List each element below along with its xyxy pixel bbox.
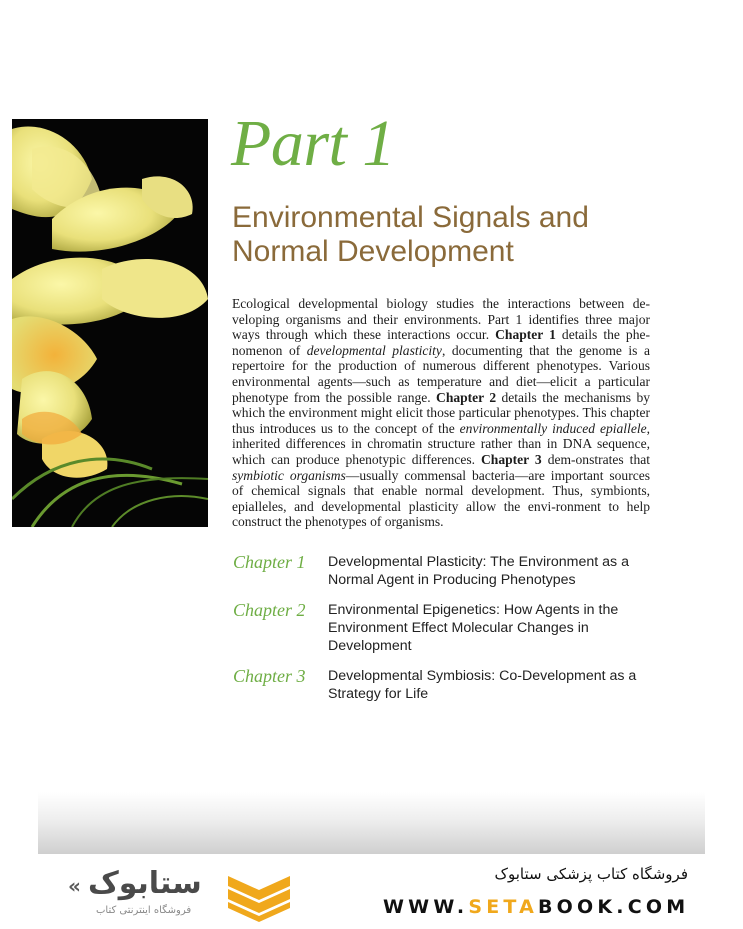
part-subtitle: Environmental Signals and Normal Development <box>232 201 589 268</box>
chapter-item[interactable] <box>233 667 663 703</box>
intro-text: dem-onstrates that <box>541 451 650 467</box>
chapter-item[interactable] <box>233 553 663 589</box>
part-title: Part 1 <box>231 107 395 180</box>
logo-arrows-icon: « <box>68 874 81 898</box>
flower-photo <box>12 119 208 527</box>
intro-text: Ecological developmental biology studies the interactions between de-veloping organisms and their environments. Part 1 identifies three major ways through which these interactions occur. <box>232 296 650 343</box>
chapter-title: Developmental Plasticity: The Environment as a Normal Agent in Producing Phenotypes <box>328 554 629 588</box>
chapter-label: Chapter 3 <box>233 666 306 686</box>
chapter-label: Chapter 1 <box>233 552 306 572</box>
chapter-item[interactable] <box>233 601 663 655</box>
chapter-title: Environmental Epigenetics: How Agents in the Environment Effect Molecular Changes in Development <box>328 602 619 654</box>
page-shadow <box>38 792 705 854</box>
intro-paragraph <box>232 296 650 530</box>
logo-wordmark: ستابوک <box>88 866 202 901</box>
setabook-logo-icon <box>228 876 290 926</box>
chapter-ref: Chapter 2 <box>436 389 497 405</box>
url-accent: SETA <box>468 896 538 918</box>
logo-tagline: فروشگاه اینترنتی کتاب <box>96 905 192 916</box>
url-suffix: BOOK.COM <box>538 896 690 918</box>
emphasis-term: symbiotic organisms <box>232 467 346 483</box>
store-name: فروشگاه کتاب پزشکی ستابوک <box>494 865 688 883</box>
intro-text: details the mechanisms by which the environment might elicit those particular phenotypes. This chapter thus introduces us to the concept of the <box>232 389 650 436</box>
intro-text: details the phe-nomenon of <box>232 327 650 358</box>
emphasis-term: developmental plasticity <box>306 342 442 358</box>
store-url[interactable] <box>383 896 689 918</box>
intro-text: , inherited differences in chromatin structure rather than in DNA sequence, which can produce phenotypic differences. <box>232 420 651 467</box>
intro-text: —usually commensal bacteria—are important sources of chemical signals that enable normal development. Thus, symbionts, epialleles, and developmental plasticity allow the envi-ronment to help construct the phenotypes of organisms. <box>232 467 650 530</box>
emphasis-term: environmentally induced epiallele <box>459 420 647 436</box>
url-prefix: WWW. <box>383 896 469 918</box>
chapter-title: Developmental Symbiosis: Co-Development as a Strategy for Life <box>328 668 637 702</box>
chapter-ref: Chapter 3 <box>481 451 542 467</box>
chapter-label: Chapter 2 <box>233 600 306 620</box>
intro-text: , documenting that the genome is a repertoire for the production of numerous different phenotypes. Various environmental agents—such as temperature and diet—elicit a particular phenotype from the possible range. <box>232 342 650 405</box>
chapter-ref: Chapter 1 <box>495 327 556 343</box>
chapter-list <box>233 553 663 715</box>
